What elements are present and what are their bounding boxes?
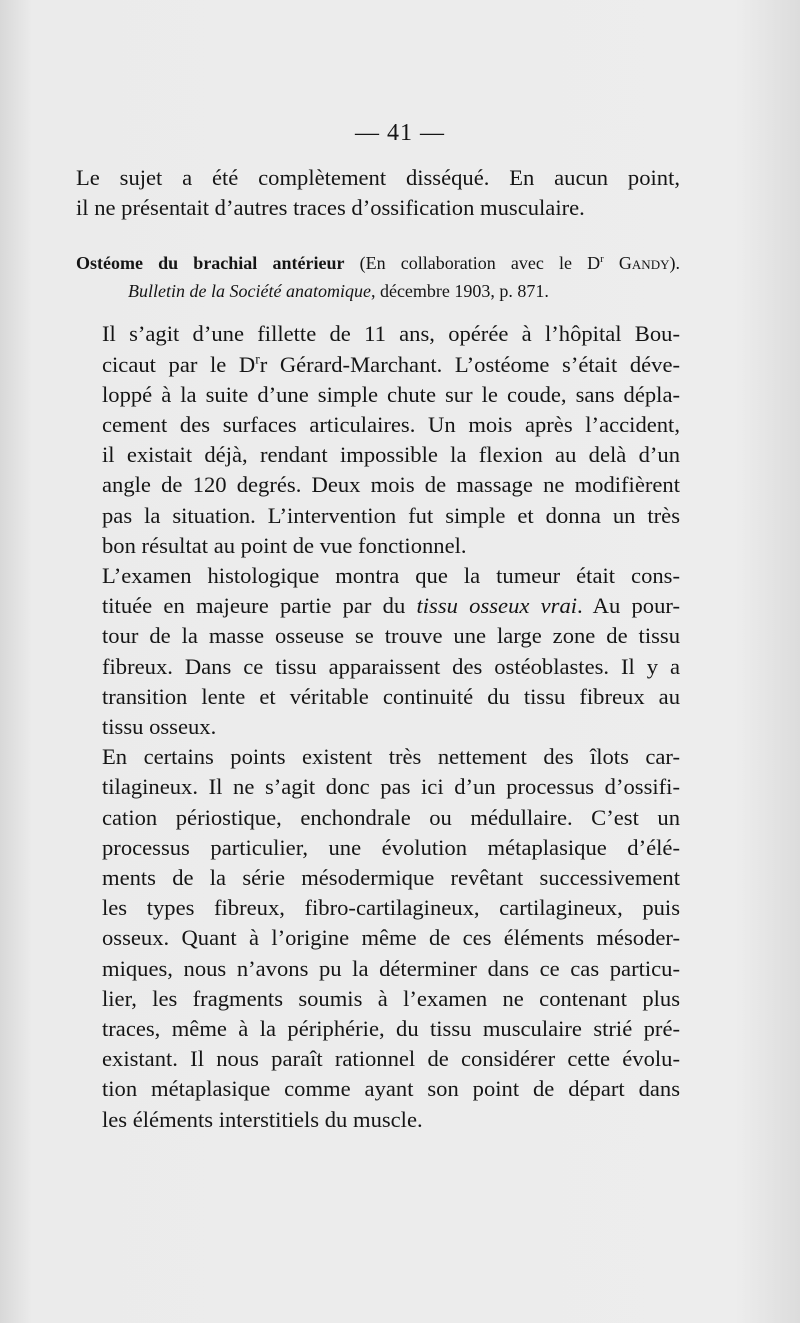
text-line: tion métaplasique comme ayant son point de départ dans [102, 1076, 680, 1102]
reference-title: Ostéome du brachial antérieur [76, 253, 345, 274]
text-line: tour de la masse osseuse se trouve une large zone de tissu [102, 623, 680, 649]
publication-reference [76, 249, 680, 305]
collab-sup: r [600, 253, 604, 266]
text-line: lier, les fragments soumis à l’examen ne contenant plus [102, 985, 680, 1011]
page-body [76, 163, 680, 1135]
text-line: il existait déjà, rendant impossible la flexion au delà d’un [102, 442, 680, 468]
text-line: traces, même à la périphérie, du tissu musculaire strié pré- [102, 1016, 680, 1042]
paragraph-case [76, 319, 680, 561]
text-line: loppé à la suite d’une simple chute sur le coude, sans dépla- [102, 381, 680, 407]
text-line: L’examen histologique montra que la tumeur était cons- [102, 563, 680, 589]
collab-prefix: (En collaboration avec le D [344, 253, 601, 274]
paragraph-discussion [76, 742, 680, 1135]
text-line: pas la situation. L’intervention fut simple et donna un très [102, 502, 680, 528]
text-line: Il s’agit d’une fillette de 11 ans, opérée à l’hôpital Bou- [102, 321, 680, 347]
text-line: cement des surfaces articulaires. Un mois après l’accident, [102, 412, 680, 438]
page-number: — 41 — [355, 120, 445, 146]
reference-source [76, 277, 680, 305]
text-line: transition lente et véritable continuité du tissu fibreux au [102, 683, 680, 709]
journal-name: Bulletin de la Société anatomique [128, 281, 371, 302]
reference-heading [76, 249, 680, 277]
text-line: Le sujet a été complètement disséqué. En aucun point, [76, 165, 680, 190]
text-line: ments de la série mésodermique revêtant successivement [102, 865, 680, 891]
text-line: cation périostique, enchondrale ou médullaire. C’est un [102, 804, 680, 830]
text-line: bon résultat au point de vue fonctionnel. [102, 532, 467, 558]
text-line: les types fibreux, fibro-cartilagineux, cartilagineux, puis [102, 895, 680, 921]
collab-suffix: ). [669, 253, 680, 274]
journal-details: , décembre 1903, p. 871. [370, 281, 549, 302]
text-line: tissu osseux. [102, 714, 217, 740]
text-line: il ne présentait d’autres traces d’ossification musculaire. [76, 195, 585, 221]
text-line: existant. Il nous paraît rationnel de considérer cette évolu- [102, 1046, 680, 1072]
paragraph-histology [76, 561, 680, 742]
emphasis-text: tissu osseux vrai [416, 593, 578, 619]
text-line: osseux. Quant à l’origine même de ces éléments mésoder- [102, 925, 680, 951]
text-line: tilagineux. Il ne s’agit donc pas ici d’un processus d’ossifi- [102, 774, 680, 800]
text-line: processus particulier, une évolution métaplasique d’élé- [102, 834, 680, 860]
doctor-sup: r [255, 351, 260, 367]
text-line: angle de 120 degrés. Deux mois de massage ne modifièrent [102, 472, 680, 498]
text-line: miques, nous n’avons pu la déterminer dans ce cas particu- [102, 955, 680, 981]
text-line: cicaut par le $D^rr$ Gérard-Marchant. L’ostéome s’était déve- [102, 351, 681, 377]
text-line: En certains points existent très nettement des îlots car- [102, 744, 680, 770]
text-line: les éléments interstitiels du muscle. [102, 1106, 423, 1132]
text-line: fibreux. Dans ce tissu apparaissent des ostéoblastes. Il y a [102, 653, 680, 679]
collaborator-name: Gandy [603, 253, 670, 274]
text-line: tituée en majeure partie par du tissu osseux vrai. Au pour- [102, 593, 680, 619]
intro-paragraph [76, 163, 680, 223]
